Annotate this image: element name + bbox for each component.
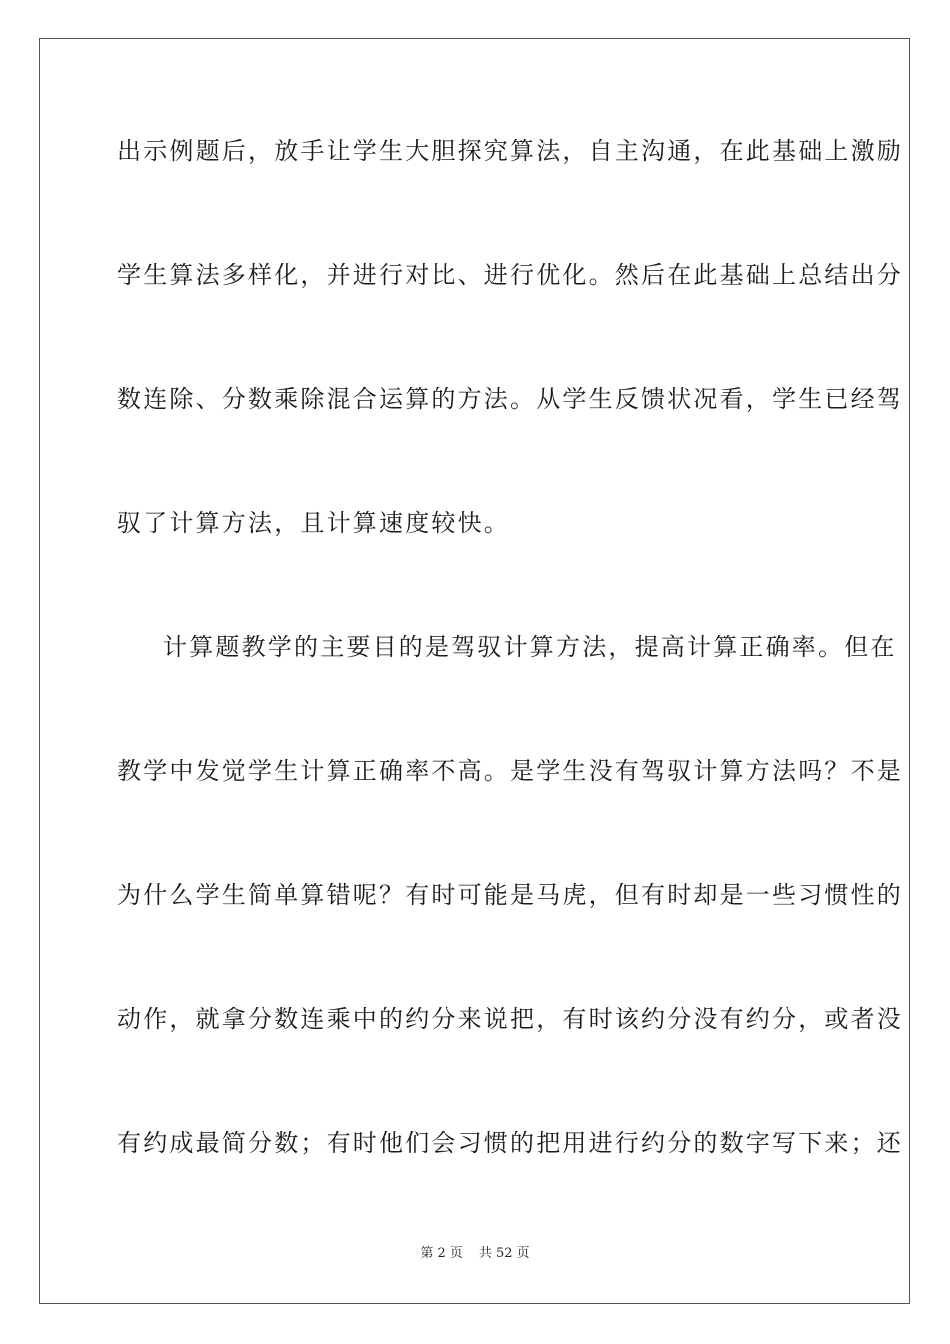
page-footer [0,1245,950,1263]
page-number: 第 2 页 [420,1246,463,1261]
text-line: 学生算法多样化，并进行对比、进行优化。然后在此基础上总结出分 [117,261,903,289]
text-line: 出示例题后，放手让学生大胆探究算法，自主沟通，在此基础上激励 [117,137,903,165]
text-line: 计算题教学的主要目的是驾驭计算方法，提高计算正确率。但在 [163,633,897,661]
text-line: 有约成最简分数；有时他们会习惯的把用进行约分的数字写下来；还 [117,1129,903,1157]
text-line: 教学中发觉学生计算正确率不高。是学生没有驾驭计算方法吗？不是 [117,757,903,785]
text-line: 为什么学生简单算错呢？有时可能是马虎，但有时却是一些习惯性的 [117,881,903,909]
text-line: 数连除、分数乘除混合运算的方法。从学生反馈状况看，学生已经驾 [117,385,903,413]
page-border [39,38,910,1304]
text-line: 驭了计算方法，且计算速度较快。 [117,509,510,537]
text-line: 动作，就拿分数连乘中的约分来说把，有时该约分没有约分，或者没 [117,1005,903,1033]
page-total: 共 52 页 [478,1246,530,1261]
